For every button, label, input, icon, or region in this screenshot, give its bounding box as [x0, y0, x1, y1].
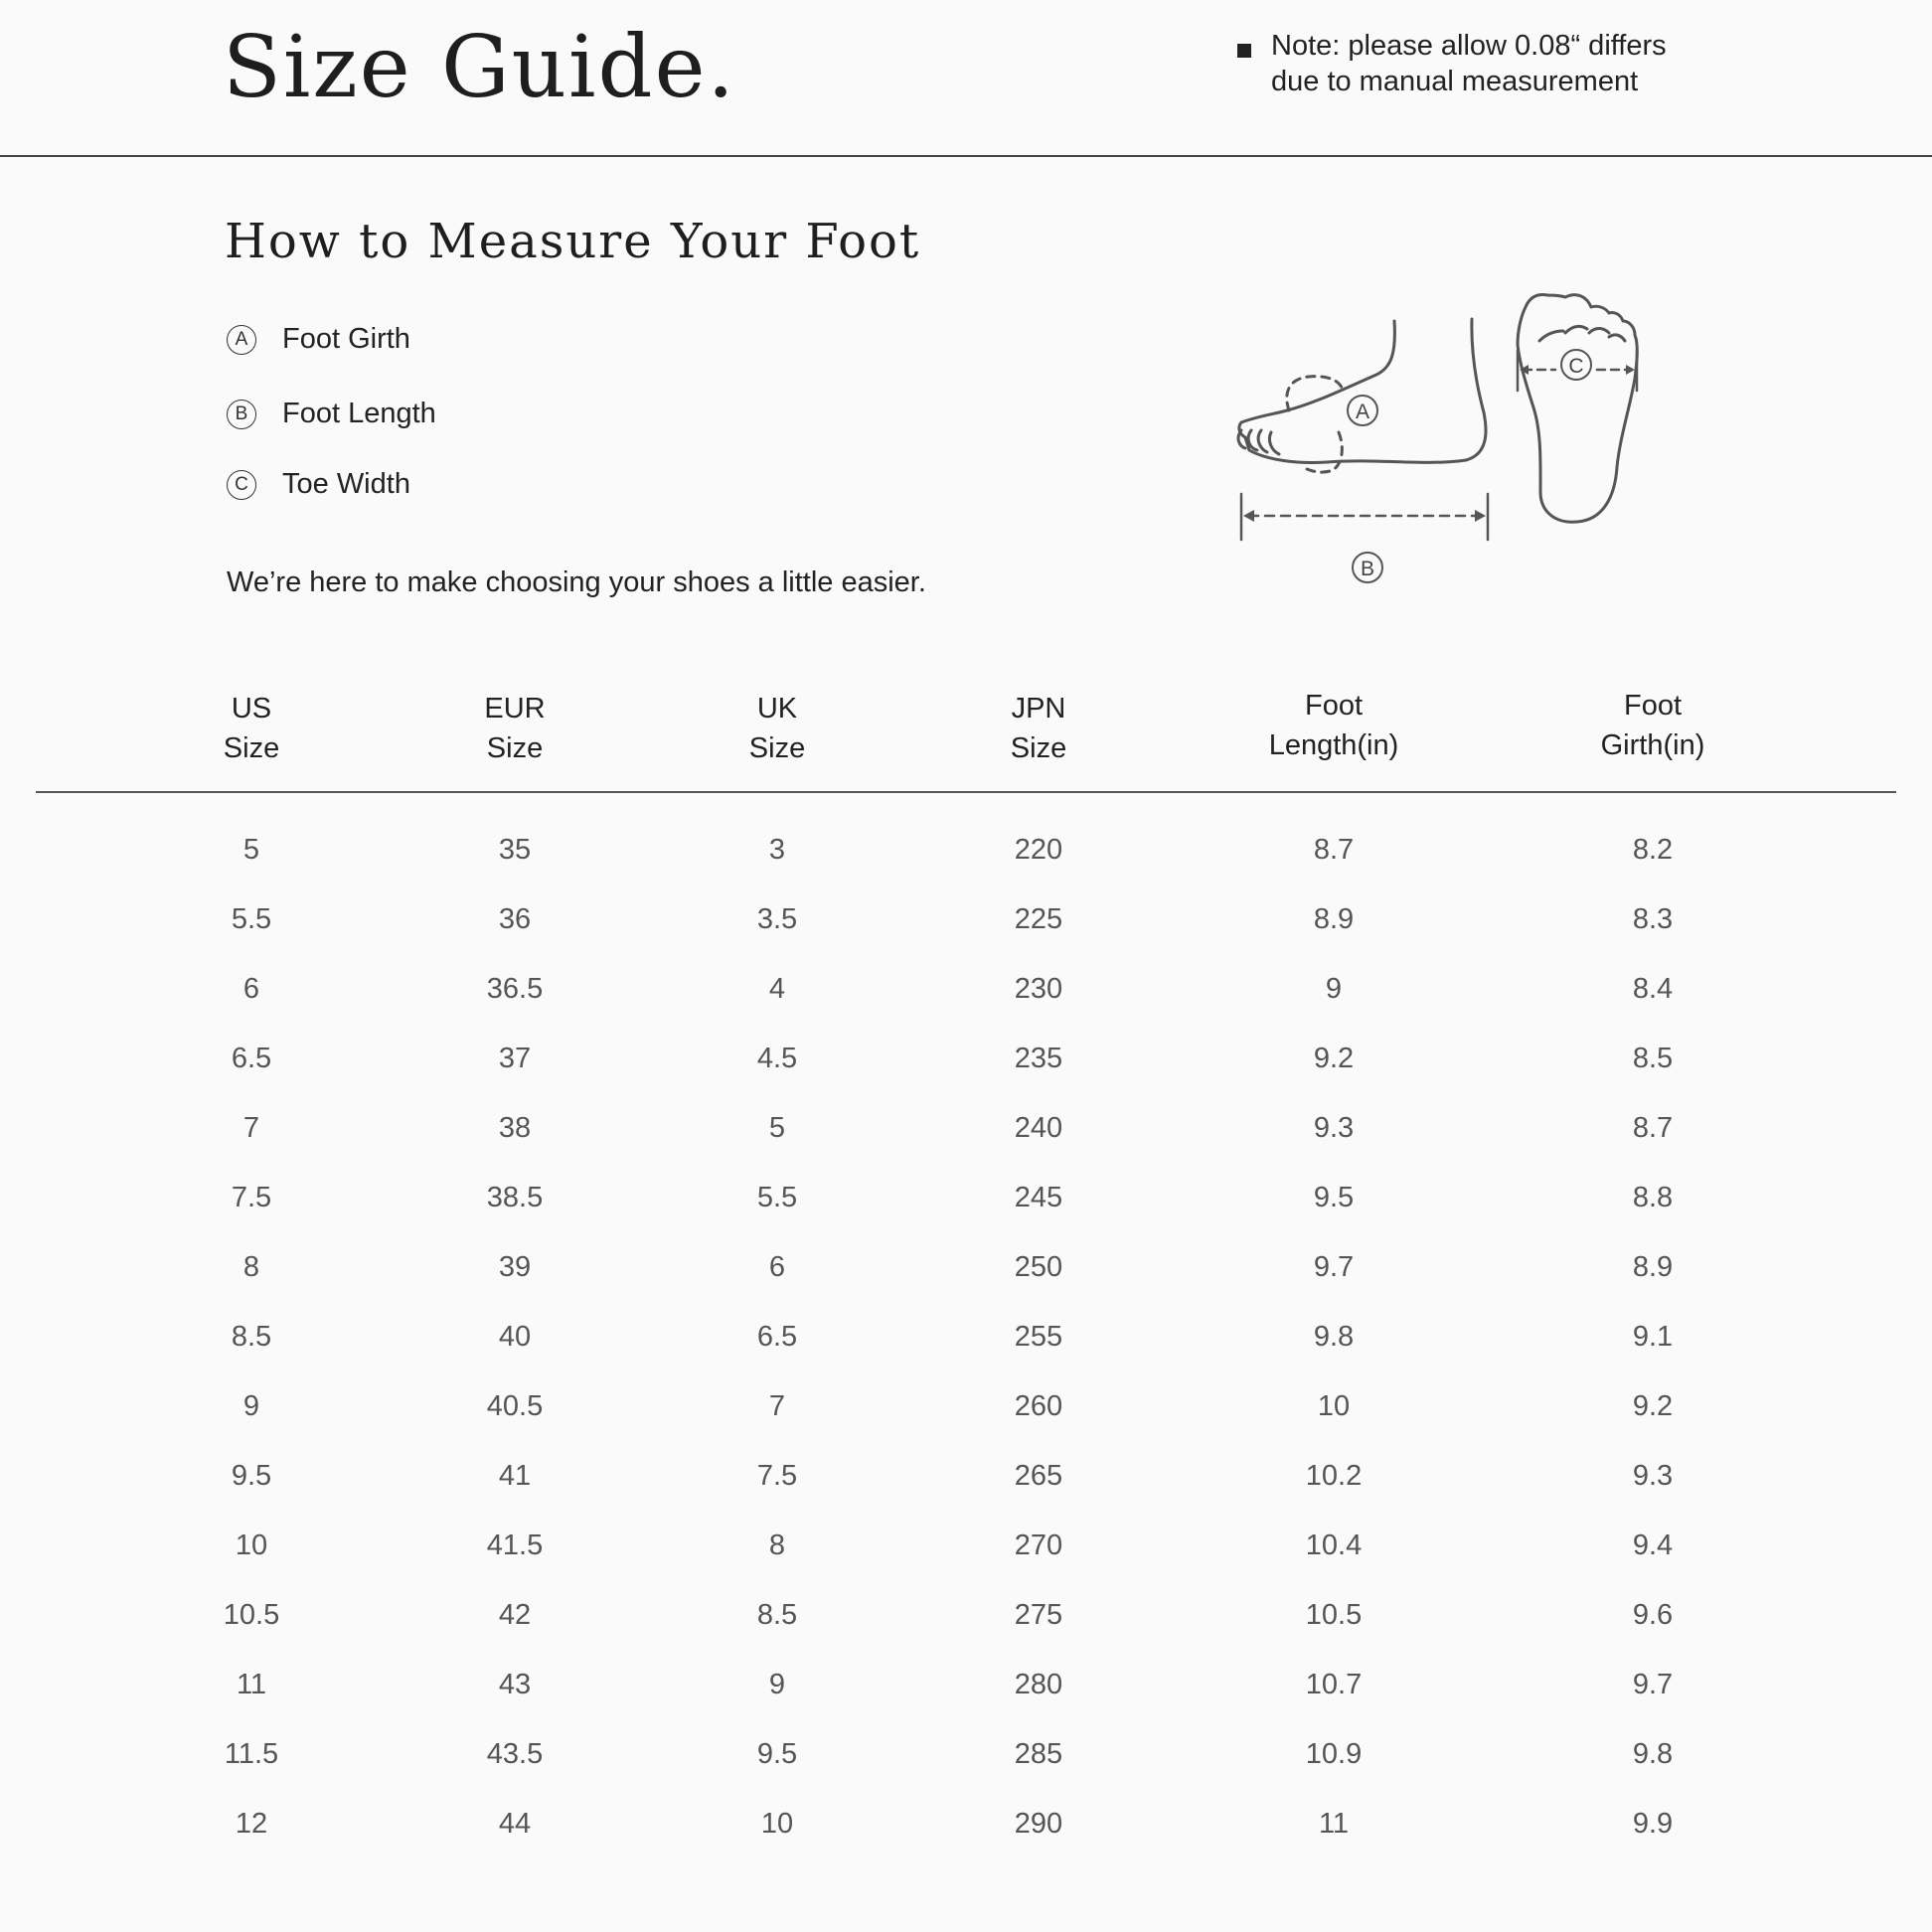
table-cell: 220: [1014, 834, 1063, 866]
table-cell: 42: [498, 1599, 532, 1631]
table-cell: 255: [1014, 1321, 1063, 1353]
table-cell: 270: [1014, 1530, 1063, 1561]
table-cell: 260: [1014, 1390, 1063, 1422]
circled-letter-c-icon: C: [227, 470, 256, 500]
table-cell: 8.2: [1632, 834, 1674, 866]
table-cell: 9.5: [1313, 1182, 1355, 1213]
table-cell: 11: [236, 1669, 267, 1700]
table-row: [0, 1232, 1932, 1302]
table-cell: 43.5: [486, 1738, 544, 1770]
table-cell: 5.5: [756, 1182, 798, 1213]
table-cell: 40: [498, 1321, 532, 1353]
table-cell: 7: [768, 1390, 786, 1422]
arrowhead-right-icon: [1626, 365, 1635, 375]
table-cell: 275: [1014, 1599, 1063, 1631]
table-cell: 9.5: [756, 1738, 798, 1770]
table-cell: 10.5: [223, 1599, 280, 1631]
diagram-label-b: B: [1360, 558, 1375, 580]
table-cell: 4.5: [756, 1043, 798, 1074]
legend-label: Foot Girth: [282, 323, 410, 355]
table-row: [0, 1302, 1932, 1371]
table-cell: 8: [768, 1530, 786, 1561]
table-cell: 10.2: [1305, 1460, 1363, 1492]
table-row: [0, 1093, 1932, 1163]
table-cell: 37: [498, 1043, 532, 1074]
size-table-body: [0, 815, 1932, 1858]
table-row: [0, 1163, 1932, 1232]
table-cell: 10.7: [1305, 1669, 1363, 1700]
table-cell: 225: [1014, 903, 1063, 935]
table-cell: 9.2: [1632, 1390, 1674, 1422]
table-cell: 41: [498, 1460, 532, 1492]
girth-dashed-lower: [1301, 432, 1342, 472]
table-cell: 235: [1014, 1043, 1063, 1074]
table-cell: 265: [1014, 1460, 1063, 1492]
diagram-label-a: A: [1355, 401, 1370, 423]
table-cell: 3: [768, 834, 786, 866]
table-cell: 11: [1318, 1808, 1350, 1840]
table-cell: 5: [242, 834, 260, 866]
section-title: How to Measure Your Foot: [225, 214, 921, 269]
table-row: [0, 1719, 1932, 1789]
arrowhead-left-icon: [1243, 510, 1254, 522]
table-cell: 9.7: [1632, 1669, 1674, 1700]
column-header-foot-length: Foot Length(in): [1268, 690, 1399, 761]
table-cell: 6: [768, 1251, 786, 1283]
table-cell: 9.3: [1632, 1460, 1674, 1492]
table-cell: 9.4: [1632, 1530, 1674, 1561]
table-cell: 9: [242, 1390, 260, 1422]
table-cell: 8.8: [1632, 1182, 1674, 1213]
table-cell: 6: [242, 973, 260, 1005]
column-header-us-size: US Size: [223, 693, 280, 764]
arrowhead-right-icon: [1475, 510, 1486, 522]
circled-letter-a-icon: A: [227, 325, 256, 355]
table-cell: 9.2: [1313, 1043, 1355, 1074]
tagline: We’re here to make choosing your shoes a little easier.: [227, 566, 926, 598]
legend-label: Toe Width: [282, 468, 410, 500]
table-cell: 44: [498, 1808, 532, 1840]
table-cell: 250: [1014, 1251, 1063, 1283]
table-cell: 9: [768, 1669, 786, 1700]
table-cell: 3.5: [756, 903, 798, 935]
circled-letter-b-icon: B: [227, 400, 256, 429]
square-bullet-icon: [1237, 44, 1251, 58]
table-cell: 10: [1317, 1390, 1351, 1422]
toe-lines: [1238, 430, 1279, 454]
measurement-note: [1237, 28, 1738, 99]
note-line-2: due to manual measurement: [1271, 66, 1639, 97]
table-cell: 41.5: [486, 1530, 544, 1561]
table-divider: [36, 791, 1896, 793]
table-row: [0, 885, 1932, 954]
table-row: [0, 954, 1932, 1024]
column-header-foot-girth: Foot Girth(in): [1600, 690, 1705, 761]
table-row: [0, 1441, 1932, 1511]
table-row: [0, 1650, 1932, 1719]
table-cell: 43: [498, 1669, 532, 1700]
table-row: [0, 1511, 1932, 1580]
table-cell: 240: [1014, 1112, 1063, 1144]
legend-item-foot-girth: [227, 323, 410, 356]
table-cell: 7.5: [756, 1460, 798, 1492]
legend-item-foot-length: [227, 398, 436, 430]
note-line-1: Note: please allow 0.08“ differs: [1271, 30, 1667, 62]
table-cell: 8.5: [756, 1599, 798, 1631]
table-row: [0, 815, 1932, 885]
table-cell: 7: [242, 1112, 260, 1144]
table-cell: 9.8: [1313, 1321, 1355, 1353]
table-cell: 8: [242, 1251, 260, 1283]
table-cell: 6.5: [756, 1321, 798, 1353]
table-cell: 8.5: [1632, 1043, 1674, 1074]
table-cell: 39: [498, 1251, 532, 1283]
table-cell: 6.5: [231, 1043, 272, 1074]
table-cell: 8.9: [1632, 1251, 1674, 1283]
column-header-eur-size: EUR Size: [484, 693, 546, 764]
table-cell: 9.6: [1632, 1599, 1674, 1631]
table-cell: 10: [760, 1808, 794, 1840]
legend-item-toe-width: [227, 468, 410, 501]
table-cell: 285: [1014, 1738, 1063, 1770]
table-cell: 36.5: [486, 973, 544, 1005]
note-text: [1271, 28, 1738, 99]
foot-measurement-diagram: [1227, 283, 1704, 601]
table-row: [0, 1024, 1932, 1093]
table-cell: 245: [1014, 1182, 1063, 1213]
diagram-label-c: C: [1568, 355, 1584, 378]
page-title: Size Guide.: [223, 18, 736, 117]
table-cell: 40.5: [486, 1390, 544, 1422]
column-header-uk-size: UK Size: [748, 693, 806, 764]
table-row: [0, 1580, 1932, 1650]
table-cell: 11.5: [224, 1738, 279, 1770]
toe-curves: [1539, 326, 1625, 341]
table-cell: 36: [498, 903, 532, 935]
table-cell: 7.5: [231, 1182, 272, 1213]
table-cell: 5.5: [231, 903, 272, 935]
table-cell: 9.1: [1632, 1321, 1674, 1353]
foot-sole-outline: [1518, 295, 1637, 523]
table-cell: 9.8: [1632, 1738, 1674, 1770]
table-row: [0, 1789, 1932, 1858]
table-cell: 4: [768, 973, 786, 1005]
table-cell: 10: [235, 1530, 268, 1561]
size-table-header: [0, 686, 1932, 785]
table-row: [0, 1371, 1932, 1441]
table-cell: 10.5: [1305, 1599, 1363, 1631]
table-cell: 38: [498, 1112, 532, 1144]
table-cell: 280: [1014, 1669, 1063, 1700]
table-cell: 9: [1325, 973, 1343, 1005]
table-cell: 10.9: [1305, 1738, 1363, 1770]
table-cell: 8.4: [1632, 973, 1674, 1005]
foot-side-outline: [1239, 319, 1486, 463]
table-cell: 9.9: [1632, 1808, 1674, 1840]
table-cell: 8.7: [1313, 834, 1355, 866]
header-divider: [0, 155, 1932, 157]
table-cell: 290: [1014, 1808, 1063, 1840]
table-cell: 5: [768, 1112, 786, 1144]
legend-label: Foot Length: [282, 398, 436, 429]
column-header-jpn-size: JPN Size: [1010, 693, 1067, 764]
table-cell: 8.9: [1313, 903, 1355, 935]
table-cell: 8.3: [1632, 903, 1674, 935]
table-cell: 9.7: [1313, 1251, 1355, 1283]
table-cell: 8.5: [231, 1321, 272, 1353]
table-cell: 38.5: [486, 1182, 544, 1213]
table-cell: 12: [235, 1808, 268, 1840]
table-cell: 9.3: [1313, 1112, 1355, 1144]
table-cell: 8.7: [1632, 1112, 1674, 1144]
table-cell: 9.5: [231, 1460, 272, 1492]
table-cell: 35: [498, 834, 532, 866]
table-cell: 230: [1014, 973, 1063, 1005]
table-cell: 10.4: [1305, 1530, 1363, 1561]
